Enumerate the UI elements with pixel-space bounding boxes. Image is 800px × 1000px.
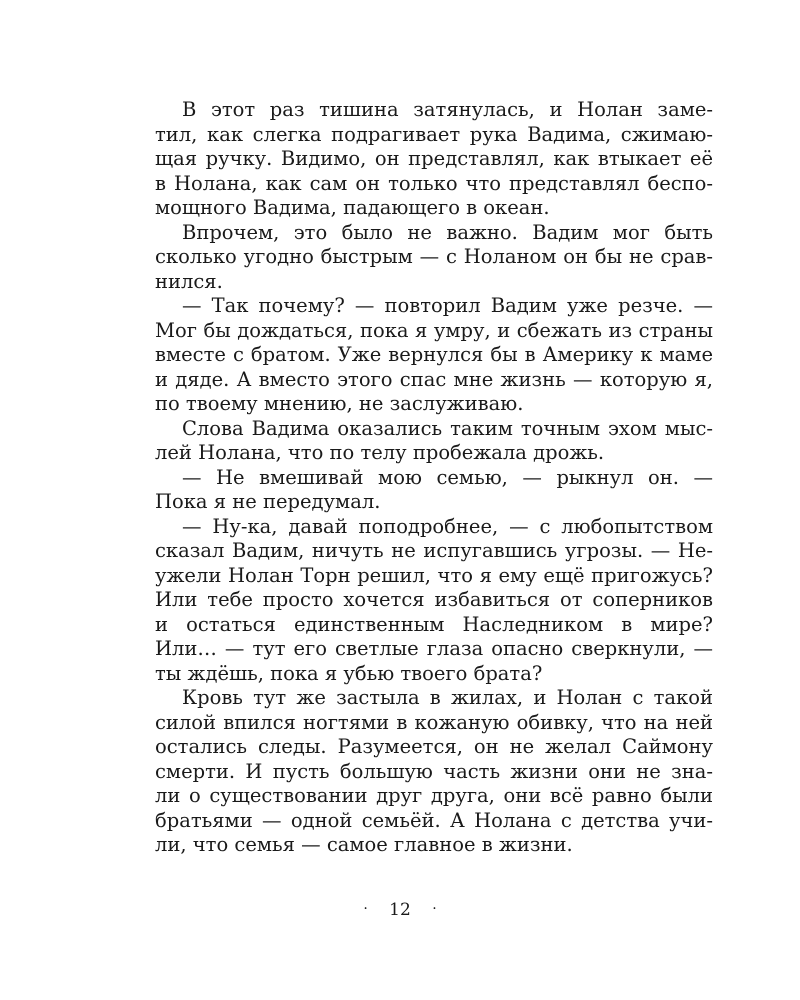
text-line: ужели Нолан Торн решил, что я ему ещё пригожусь? [155,563,713,587]
text-line: — Так почему? — повторил Вадим уже резче. — [182,294,713,317]
text-line: в Нолана, как сам он только что представлял беспо- [155,171,713,195]
text-line: ли о существовании друг друга, они всё равно были [155,784,713,807]
text-line: и дяде. А вместо этого спас мне жизнь — которую я, [155,367,713,391]
text-line: и остаться единственным Наследником в мире? [155,612,713,636]
text-line: вместе с братом. Уже вернулся бы в Америку к маме [155,343,713,366]
text-line: Или… — тут его светлые глаза опасно сверкнули, — [155,637,713,660]
text-line: мощного Вадима, падающего в океан. [155,196,550,219]
body-text [155,98,713,858]
text-line: щая ручку. Видимо, он представлял, как втыкает её [155,147,713,170]
text-line: Пока я не передумал. [155,490,381,513]
text-line: Слова Вадима оказались таким точным эхом мыс- [182,416,713,440]
text-line: ты ждёшь, пока я убью твоего брата? [155,661,543,685]
text-line: нился. [155,269,223,293]
text-line: смерти. И пусть большую часть жизни они не зна- [155,759,713,783]
text-line: остались следы. Разумеется, он не желал Саймону [155,735,713,758]
text-line: сколько угодно быстрым — с Ноланом он бы не срав- [155,245,713,268]
text-line: — Не вмешивай мою семью, — рыкнул он. — [182,465,713,489]
text-line: Кровь тут же застыла в жилах, и Нолан с такой [182,686,713,709]
text-line: Впрочем, это было не важно. Вадим мог быть [182,220,713,244]
text-line: сказал Вадим, ничуть не испугавшись угрозы. — Не- [155,539,713,562]
text-line: братьями — одной семьёй. А Нолана с детства учи- [155,808,713,832]
text-line: тил, как слегка подрагивает рука Вадима, сжимаю- [155,122,713,146]
text-line: — Ну-ка, давай поподробнее, — с любопытством [182,514,713,538]
text-line: ли, что семья — самое главное в жизни. [155,833,573,856]
text-line: лей Нолана, что по телу пробежала дрожь. [155,441,605,464]
text-line: по твоему мнению, не заслуживаю. [155,392,524,415]
page-number: 12 [389,900,411,920]
text-line: В этот раз тишина затянулась, и Нолан заме- [182,98,713,121]
text-line: Мог бы дождаться, пока я умру, и сбежать из страны [155,318,713,342]
text-line: Или тебе просто хочется избавиться от соперников [155,588,713,611]
page-footer [0,900,800,920]
text-line: силой впился ногтями в кожаную обивку, что на ней [155,710,713,734]
page-number-dot-left: · [363,901,368,917]
page-number-dot-right: · [432,901,437,917]
